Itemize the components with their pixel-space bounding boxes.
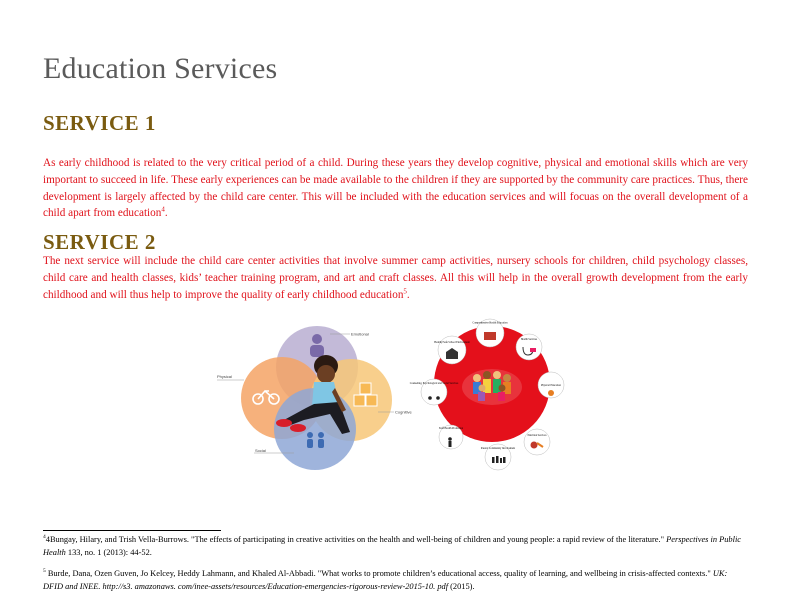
staff-health-promotion-label: Staff Health Promotion: [438, 427, 464, 430]
footnote-4-text: 4Bungay, Hilary, and Trish Vella-Burrows. "The effects of participating in creative activities on the health and well-being of children and young people: a rapid review of the literature.": [45, 535, 667, 544]
social-label: Social: [255, 448, 266, 453]
nutrition-services-node: [524, 429, 550, 455]
staff-icon: [448, 437, 452, 447]
healthy-safe-environment-label: Healthy/Safe School Environment: [434, 341, 470, 344]
comprehensive-health-education-label: Comprehensive Health Education: [472, 321, 508, 325]
footnote-4: [43, 533, 743, 559]
footnote-5-mark: 5: [43, 568, 46, 575]
physical-education-label: Physical Education: [541, 384, 561, 387]
footnote-divider: [43, 530, 221, 531]
footnote-ref-4[interactable]: 4: [161, 205, 165, 214]
footnote-4-mark: 4: [43, 534, 46, 541]
staff-health-promotion-node: [439, 425, 464, 449]
nutrition-services-label: Nutrition Services: [527, 434, 547, 437]
notebook-icon: [484, 332, 496, 340]
footnote-5: [43, 567, 743, 593]
service-2-heading: SERVICE 2: [43, 230, 156, 254]
cognitive-label: Cognitive: [395, 409, 412, 415]
footnote-4-tail: 133, no. 1 (2013): 44-52.: [65, 548, 152, 557]
counseling-services-label: Counseling, Psychological and Social Services: [409, 382, 459, 385]
service-2-end: .: [406, 288, 410, 301]
service-2-paragraph: [43, 253, 748, 303]
child-development-figure: [214, 322, 414, 472]
footnote-5-source[interactable]: UK: DFID and INEE. http://s3. amazonaws. com/inee-assets/resources/Education-emergencies-rigorous-review-2015-10. pdf: [43, 569, 728, 591]
page-title: Education Services: [43, 52, 278, 85]
physical-education-node: [538, 372, 564, 398]
service-2-text: The next service will include the child care center activities that involve summer camp activities, nursery schools for children, child psychology classes, child care and health classes, kids’ teacher training program, and art and craft classes. All this will help in the overall growth development from the early childhood and will thus help to improve the quality of early childhood education: [43, 255, 748, 301]
footnote-5-tail: (2015).: [448, 582, 475, 591]
service-1-end: .: [164, 207, 168, 220]
school-health-services-figure: [409, 312, 568, 472]
health-services-label: Health Services: [520, 338, 538, 341]
footnote-4-journal: Perspectives in Public Health: [43, 535, 741, 557]
service-1-heading: SERVICE 1: [43, 111, 156, 135]
service-1-text: As early childhood is related to the very critical period of a child. During these years they develop cognitive, physical and emotional skills which are very important to succeed in life. These early experiences can be made available to the children if they are supported by the community care practices. Thus, there development is largely affected by the child care center. This will be included with the education services and will focuas on the overall development of a child apart from education: [43, 157, 748, 220]
footnote-5-text: Burde, Dana, Ozen Guven, Jo Kelcey, Heddy Lahmann, and Khaled Al-Abbadi. "What works to promote children’s educational access, quality of learning, and wellbeing in crisis-affected contexts.": [45, 569, 713, 578]
footnote-ref-5[interactable]: 5: [403, 286, 407, 295]
parent-community-involvement-label: Parent/ Community Involvement: [480, 447, 516, 450]
service-1-paragraph: [43, 155, 748, 222]
parent-community-involvement-node: [481, 444, 515, 470]
health-services-node: [516, 334, 542, 360]
emotional-label: Emotional: [351, 331, 369, 337]
pill-icon: [530, 348, 536, 352]
ball-icon: [548, 390, 554, 396]
apple-icon: [531, 442, 538, 449]
physical-label: Physical: [217, 374, 232, 379]
children-group-image: [462, 369, 522, 405]
